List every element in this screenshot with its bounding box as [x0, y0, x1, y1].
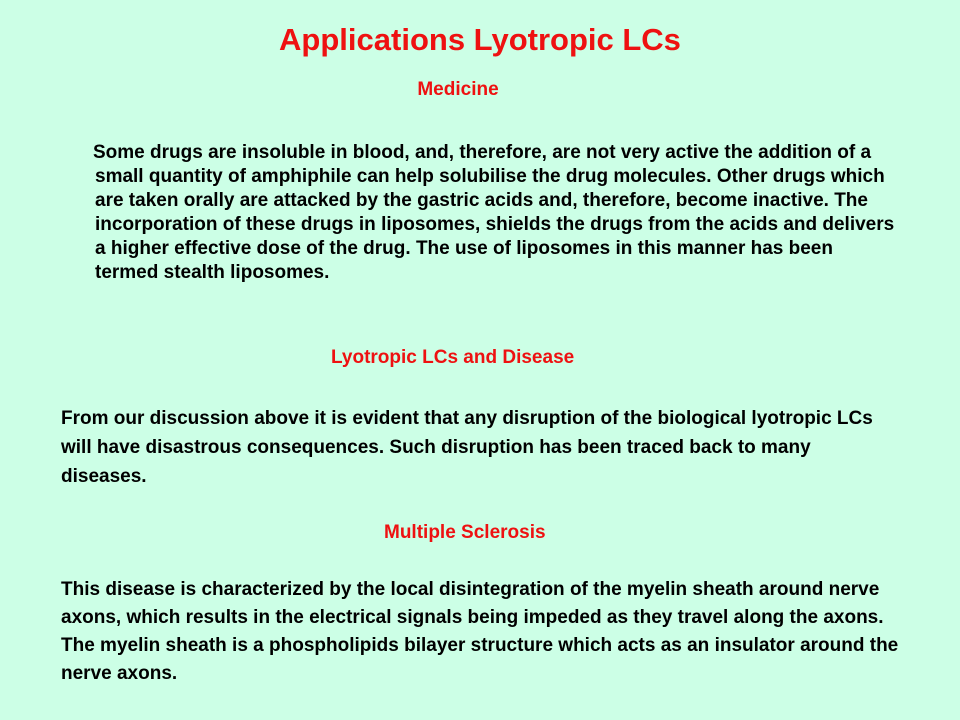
section-heading-medicine: Medicine — [417, 79, 499, 100]
section-body-lyotropic-disease: From our discussion above it is evident that any disruption of the biological lyotropic LCs will have disastrous consequences. Such disruption has been traced back to many diseases. — [61, 408, 873, 487]
section-body-medicine: Some drugs are insoluble in blood, and, therefore, are not very active the addition of a small quantity of amphiphile can help solubilise the drug molecules. Other drugs which are taken orally are attacked by the gastric acids and, therefore, become inactive. The incorporation of these drugs in liposomes, shields the drugs from the acids and delivers a higher effective dose of the drug. The use of liposomes in this manner has been termed stealth liposomes. — [93, 142, 895, 283]
section-body-multiple-sclerosis: This disease is characterized by the local disintegration of the myelin sheath around nerve axons, which results in the electrical signals being impeded as they travel along the axons. The myelin sheath is a phospholipids bilayer structure which acts as an insulator around the nerve axons. — [61, 579, 899, 684]
slide-title: Applications Lyotropic LCs — [279, 22, 681, 57]
section-heading-lyotropic-disease: Lyotropic LCs and Disease — [331, 347, 575, 368]
section-heading-multiple-sclerosis: Multiple Sclerosis — [384, 522, 546, 543]
